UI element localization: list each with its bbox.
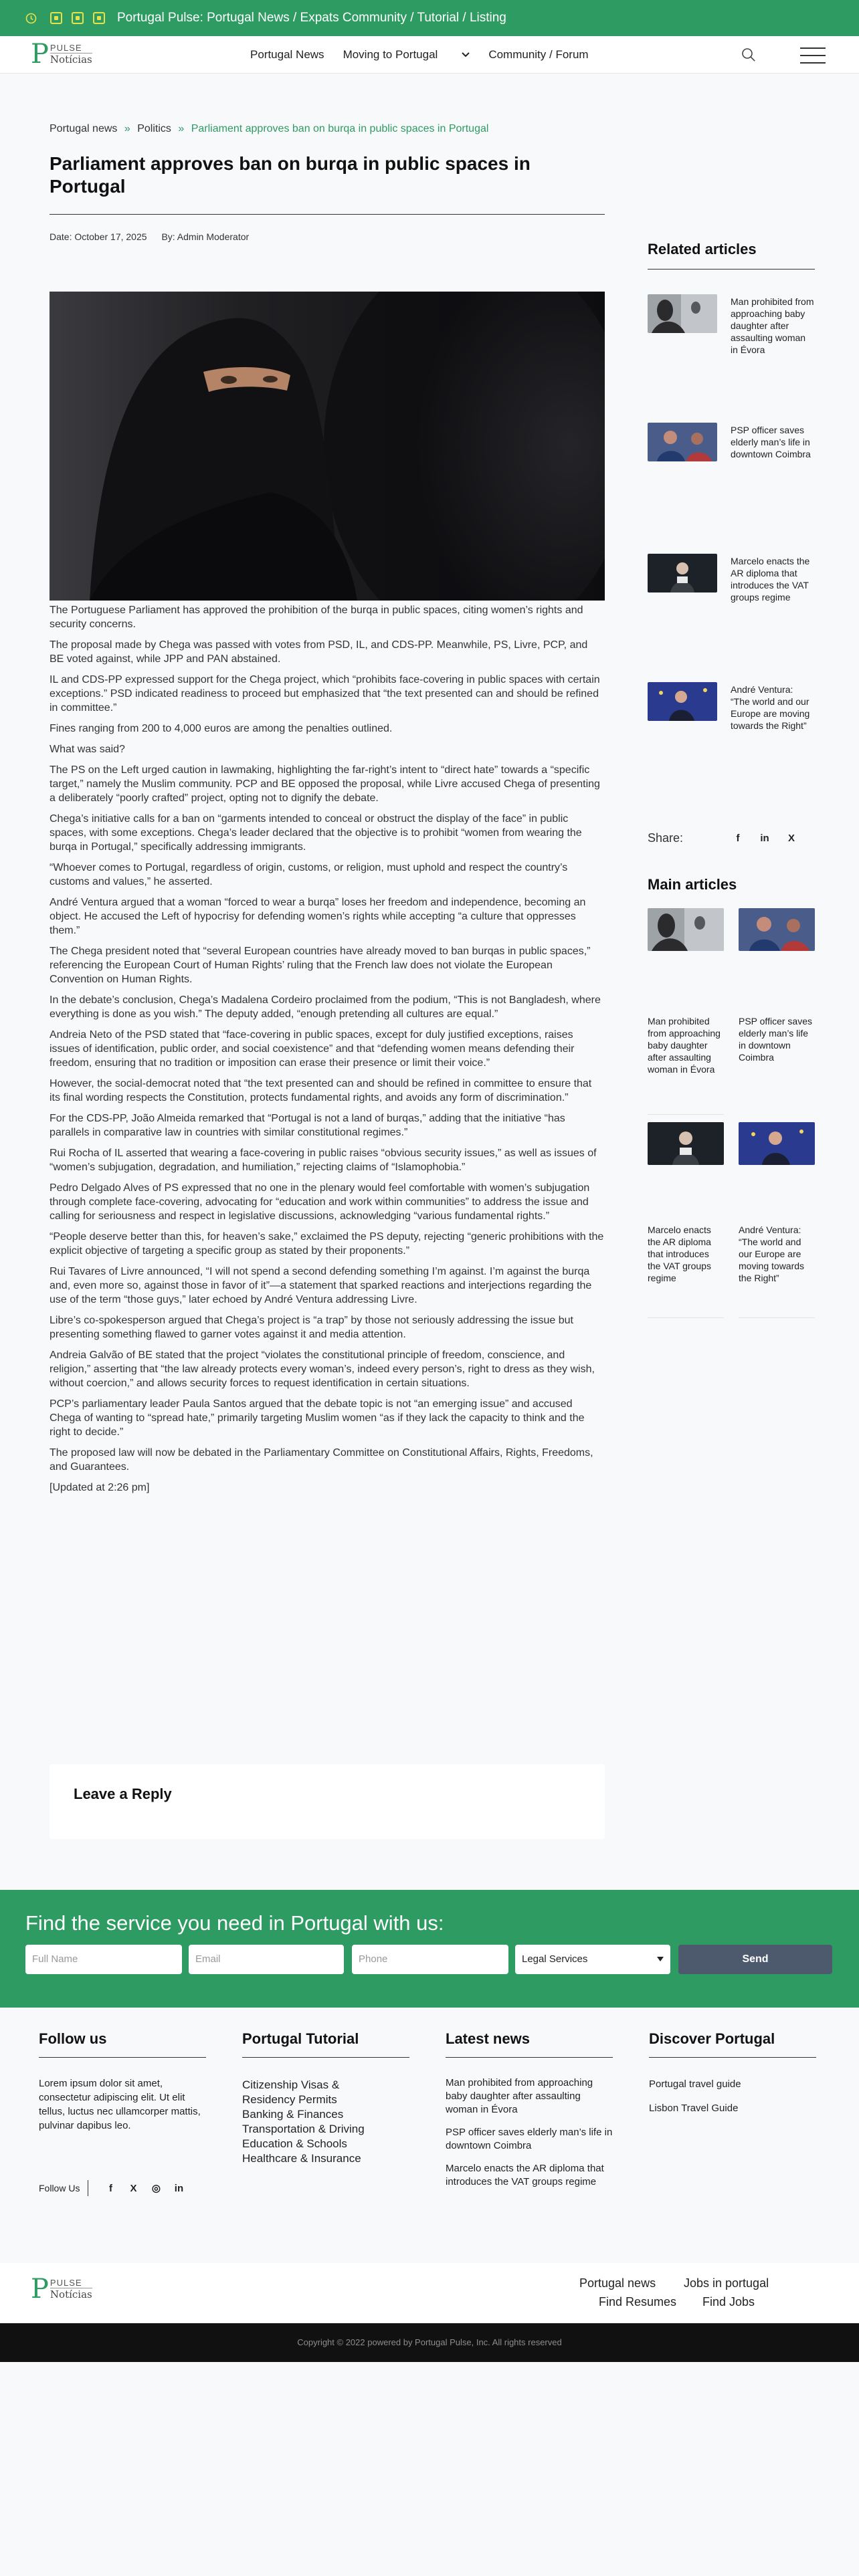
article-thumbnail [739,908,815,951]
footer-bottom-bar [0,2263,859,2323]
article-thumbnail [648,908,724,951]
article-paragraph: The proposed law will now be debated in the Parliamentary Committee on Constitutional Affairs, Rights, Freedoms, and Guarantees. [50,1447,593,1473]
bottom-link-portugal-news[interactable]: Portugal news [579,2276,656,2290]
article-paragraph: Rui Rocha of IL asserted that wearing a face-covering in public raises “obvious security issues,” as well as issues of “women’s subjugation, degradation, and humiliation,” rejecting claims of “Islamophobia.” [50,1148,597,1173]
article-thumbnail [648,1122,724,1165]
footer-news-link[interactable]: Marcelo enacts the AR diploma that introduces the VAT groups regime [446,2163,604,2187]
footer-tutorial-column [242,2030,409,2166]
footer-tutorial-title: Portugal Tutorial [242,2030,359,2047]
article-paragraph: Fines ranging from 200 to 4,000 euros are among the penalties outlined. [50,723,393,734]
article-thumbnail [739,1122,815,1165]
main-article-card[interactable] [739,908,815,1063]
footer-link[interactable]: Education & Schools [242,2137,347,2150]
article-meta [50,231,261,242]
site-header [0,36,859,74]
related-articles-header [648,241,815,270]
share-bar [648,831,815,845]
title-divider [50,214,605,215]
article-paragraph: Rui Tavares of Livre announced, “I will not spend a second defending something I’m against. I’m against the burqa and, even more so, against those in favor of it”—a statement that sparked reactions and interjections regarding the use of the term “those guys,” later echoed by André Ventura addressing Livre. [50,1266,592,1305]
footer-link[interactable]: Transportation & Driving [242,2123,365,2135]
email-input[interactable]: Email [189,1945,344,1974]
top-bar [0,0,859,36]
footer-latest-title: Latest news [446,2030,530,2047]
logo-letter: P [31,39,49,70]
bottom-link-find-jobs[interactable]: Find Jobs [702,2295,755,2309]
article-paragraph: The Portuguese Parliament has approved the prohibition of the burqa in public spaces, citing women’s rights and security concerns. [50,605,583,630]
service-select-value: Legal Services [522,1953,588,1965]
leave-reply-title: Leave a Reply [74,1786,172,1802]
footer-discover-column [649,2030,816,2115]
related-article-title: Man prohibited from approaching baby daughter after assaulting woman in Évora [731,296,814,355]
article-body [50,603,605,1501]
footer-news-link[interactable]: Man prohibited from approaching baby daughter after assaulting woman in Évora [446,2077,593,2115]
article-thumbnail [648,682,717,721]
facebook-icon[interactable]: f [736,833,740,844]
logo-line2: Notícias [50,53,92,66]
logo-letter: P [31,2274,49,2304]
nav-item-portugal-news[interactable]: Portugal News [250,48,324,61]
article-paragraph: In the debate’s conclusion, Chega’s Madalena Cordeiro proclaimed from the podium, “This is not Bangladesh, where everything is done as you wish.” The deputy added, “enough pretending all cultures are equal.” [50,994,601,1020]
article-thumbnail [648,294,717,333]
footer-link[interactable]: Citizenship Visas & Residency Permits [242,2078,340,2106]
full-name-input[interactable]: Full Name [25,1945,182,1974]
footer-news-link[interactable]: PSP officer saves elderly man’s life in downtown Coimbra [446,2127,613,2151]
breadcrumb-separator: » [178,123,185,134]
copyright: Copyright © 2022 powered by Portugal Pulse, Inc. All rights reserved [0,2323,859,2362]
send-button[interactable]: Send [678,1945,832,1974]
main-article-title: PSP officer saves elderly man’s life in downtown Coimbra [739,1016,812,1063]
logo-line1: PULSE [50,43,82,53]
article-paragraph: PCP’s parliamentary leader Paula Santos argued that the debate topic is not “an emerging issue” and accused Chega of wanting to “spread hate,” primarily targeting Muslim women “as if they lack the capacity to think and the right to decide.” [50,1398,585,1438]
article-paragraph: André Ventura argued that a woman “forced to wear a burqa” loses her freedom and independence, becoming an object. He accused the Left of hypocrisy for defending women’s rights while accepting “a culture that oppresses them.” [50,897,586,936]
breadcrumb-current: Parliament approves ban on burqa in public spaces in Portugal [191,123,489,134]
main-articles-header [648,876,815,893]
article-thumbnail [648,423,717,461]
article-paragraph: IL and CDS-PP expressed support for the Chega project, which “prohibits face-covering in public spaces with certain exceptions.” PSD indicated readiness to proceed but emphasized that “the text presented can and should be refined in committee.” [50,674,600,714]
main-articles-title: Main articles [648,876,737,893]
article-thumbnail [648,554,717,593]
article-paragraph: What was said? [50,744,125,755]
bottom-link-jobs[interactable]: Jobs in portugal [684,2276,769,2290]
service-request-form [0,1890,859,2008]
x-twitter-icon[interactable]: X [130,2182,137,2194]
footer-follow-title: Follow us [39,2030,107,2047]
nav-item-moving-to-portugal[interactable] [343,48,470,62]
chevron-down-icon [462,52,470,58]
share-label: Share: [648,831,684,845]
footer-link[interactable]: Healthcare & Insurance [242,2152,361,2165]
related-article-title: PSP officer saves elderly man’s life in downtown Coimbra [731,425,811,459]
related-article-title: André Ventura: “The world and our Europe are moving towards the Right” [731,684,810,731]
caret-down-icon [657,1957,664,1961]
breadcrumb-section[interactable]: Politics [137,123,171,134]
article-paragraph: [Updated at 2:26 pm] [50,1482,150,1493]
main-article-card[interactable] [648,908,724,1075]
main-article-card[interactable] [648,1122,724,1283]
facebook-icon[interactable]: f [108,2182,112,2194]
site-logo[interactable] [31,39,92,70]
instagram-icon[interactable]: ◎ [151,2183,161,2194]
footer-discover-title: Discover Portugal [649,2030,775,2047]
social-square-icon[interactable] [72,12,84,24]
logo-line2: Notícias [50,2288,92,2300]
x-twitter-icon[interactable]: X [788,833,795,844]
footer-logo[interactable] [31,2276,92,2302]
main-article-title: Man prohibited from approaching baby daughter after assaulting woman in Évora [648,1016,721,1075]
search-icon[interactable] [741,47,756,62]
article-title: Parliament approves ban on burqa in public spaces in Portugal [50,153,531,197]
article-paragraph: “Whoever comes to Portugal, regardless of origin, customs, or religion, must uphold and respect the country’s customs and values,” he asserted. [50,862,568,887]
nav-item-community-forum[interactable]: Community / Forum [488,48,589,61]
top-bar-text: Portugal Pulse: Portugal News / Expats Community / Tutorial / Listing [117,11,506,25]
footer-discover-link[interactable]: Lisbon Travel Guide [649,2103,739,2114]
main-article-title: André Ventura: “The world and our Europe are moving towards the Right” [739,1224,805,1283]
related-article-title: Marcelo enacts the AR diploma that introduces the VAT groups regime [731,556,810,603]
related-articles-title: Related articles [648,241,757,257]
main-article-card[interactable] [739,1122,815,1283]
phone-input[interactable]: Phone [352,1945,508,1974]
breadcrumb-separator: » [124,123,130,134]
service-select[interactable] [515,1945,670,1974]
main-nav [250,36,607,74]
linkedin-icon[interactable]: in [174,2182,184,2194]
article-paragraph: However, the social-democrat noted that “the text presented can and should be refined in committee to ensure that its final wording respects the Constitution, protects fundamental rights, and avoids any form of discrimination.” [50,1078,592,1103]
leave-reply-box[interactable] [50,1764,605,1839]
logo-line1: PULSE [50,2278,82,2288]
article-paragraph: Chega’s initiative calls for a ban on “garments intended to conceal or obstruct the display of the face” in public spaces, with some exceptions. Chega’s leader declared that the objective is to prohibit “women from wearing the burqa in Portugal,” specifically addressing immigrants. [50,813,582,853]
social-square-icon[interactable] [50,12,62,24]
footer-social [39,2180,190,2196]
footer-follow-text: Lorem ipsum dolor sit amet, consectetur adipiscing elit. Ut elit tellus, luctus nec ullamcorper mattis, pulvinar dapibus leo. [39,2078,201,2131]
article-paragraph: “People deserve better than this, for heaven’s sake,” exclaimed the PS deputy, rejecting “generic prohibitions with the explicit objective of targeting a specific group as stated by their proponents.” [50,1231,604,1257]
article-paragraph: Andreia Neto of the PSD stated that “face-covering in public spaces, except for duly justified exceptions, raises issues of identification, public order, and social coexistence” and that “defending women means defending their freedom, ensuring that no tradition or imposition can erase their presence or limit their voice.” [50,1029,575,1069]
article-author: By: Admin Moderator [161,231,250,242]
clock-icon [25,13,37,24]
article-paragraph: For the CDS-PP, João Almeida remarked that “Portugal is not a land of burqas,” adding that the initiative “has parallels in comparative law in countries with similar constitutional regimes.” [50,1113,565,1138]
menu-icon[interactable] [800,47,826,64]
bottom-link-find-resumes[interactable]: Find Resumes [599,2295,677,2309]
linkedin-icon[interactable]: in [760,833,769,844]
article-date: Date: October 17, 2025 [50,231,147,242]
nav-item-label: Moving to Portugal [343,48,438,61]
social-square-icon[interactable] [93,12,105,24]
breadcrumb-home[interactable]: Portugal news [50,123,118,134]
article-paragraph: The Chega president noted that “several European countries have already moved to ban burqas in public spaces,” referencing the European Court of Human Rights’ ruling that the French law does not violate the European Convention on Human Rights. [50,946,591,985]
hero-image [50,292,605,601]
article-paragraph: Pedro Delgado Alves of PS expressed that no one in the plenary would feel comfortable with women’s subjugation through complete face-covering, advocating for “education and work within communities” to address the issue and calling for seriousness and respect in legislative discussions, acknowledging “various fundamental rights.” [50,1182,590,1222]
article-paragraph: Andreia Galvão of BE stated that the project “violates the constitutional principle of freedom, conscience, and religion,” asserting that “the law already protects every woman’s, indeed every person’s, right to dress as they wish, without coercion,” and allows security forces to request identification in certain situations. [50,1350,595,1389]
main-article-title: Marcelo enacts the AR diploma that introduces the VAT groups regime [648,1224,711,1283]
footer-latest-column [446,2030,613,2189]
article-paragraph: The proposal made by Chega was passed with votes from PSD, IL, and CDS-PP. Meanwhile, PS, Livre, PCP, and BE voted against, while JPP and PAN abstained. [50,639,588,665]
follow-us-label: Follow Us [39,2183,80,2193]
article-paragraph: The PS on the Left urged caution in lawmaking, highlighting the far-right’s intent to “direct hate” towards a “specific target,” namely the Muslim community. PCP and BE opposed the proposal, while Livre accused Chega of presenting a deliberately “poorly crafted” project, opting not to dignify the debate. [50,764,600,804]
article-paragraph: Libre’s co-spokesperson argued that Chega’s project is “a trap” by those not seriously addressing the issue but presenting something flawed to garner votes against it and media attention. [50,1315,573,1340]
breadcrumb [50,123,488,135]
footer-discover-link[interactable]: Portugal travel guide [649,2078,741,2090]
cta-title: Find the service you need in Portugal with us: [25,1911,444,1935]
footer-link[interactable]: Banking & Finances [242,2108,344,2121]
footer-follow-column [39,2030,206,2133]
